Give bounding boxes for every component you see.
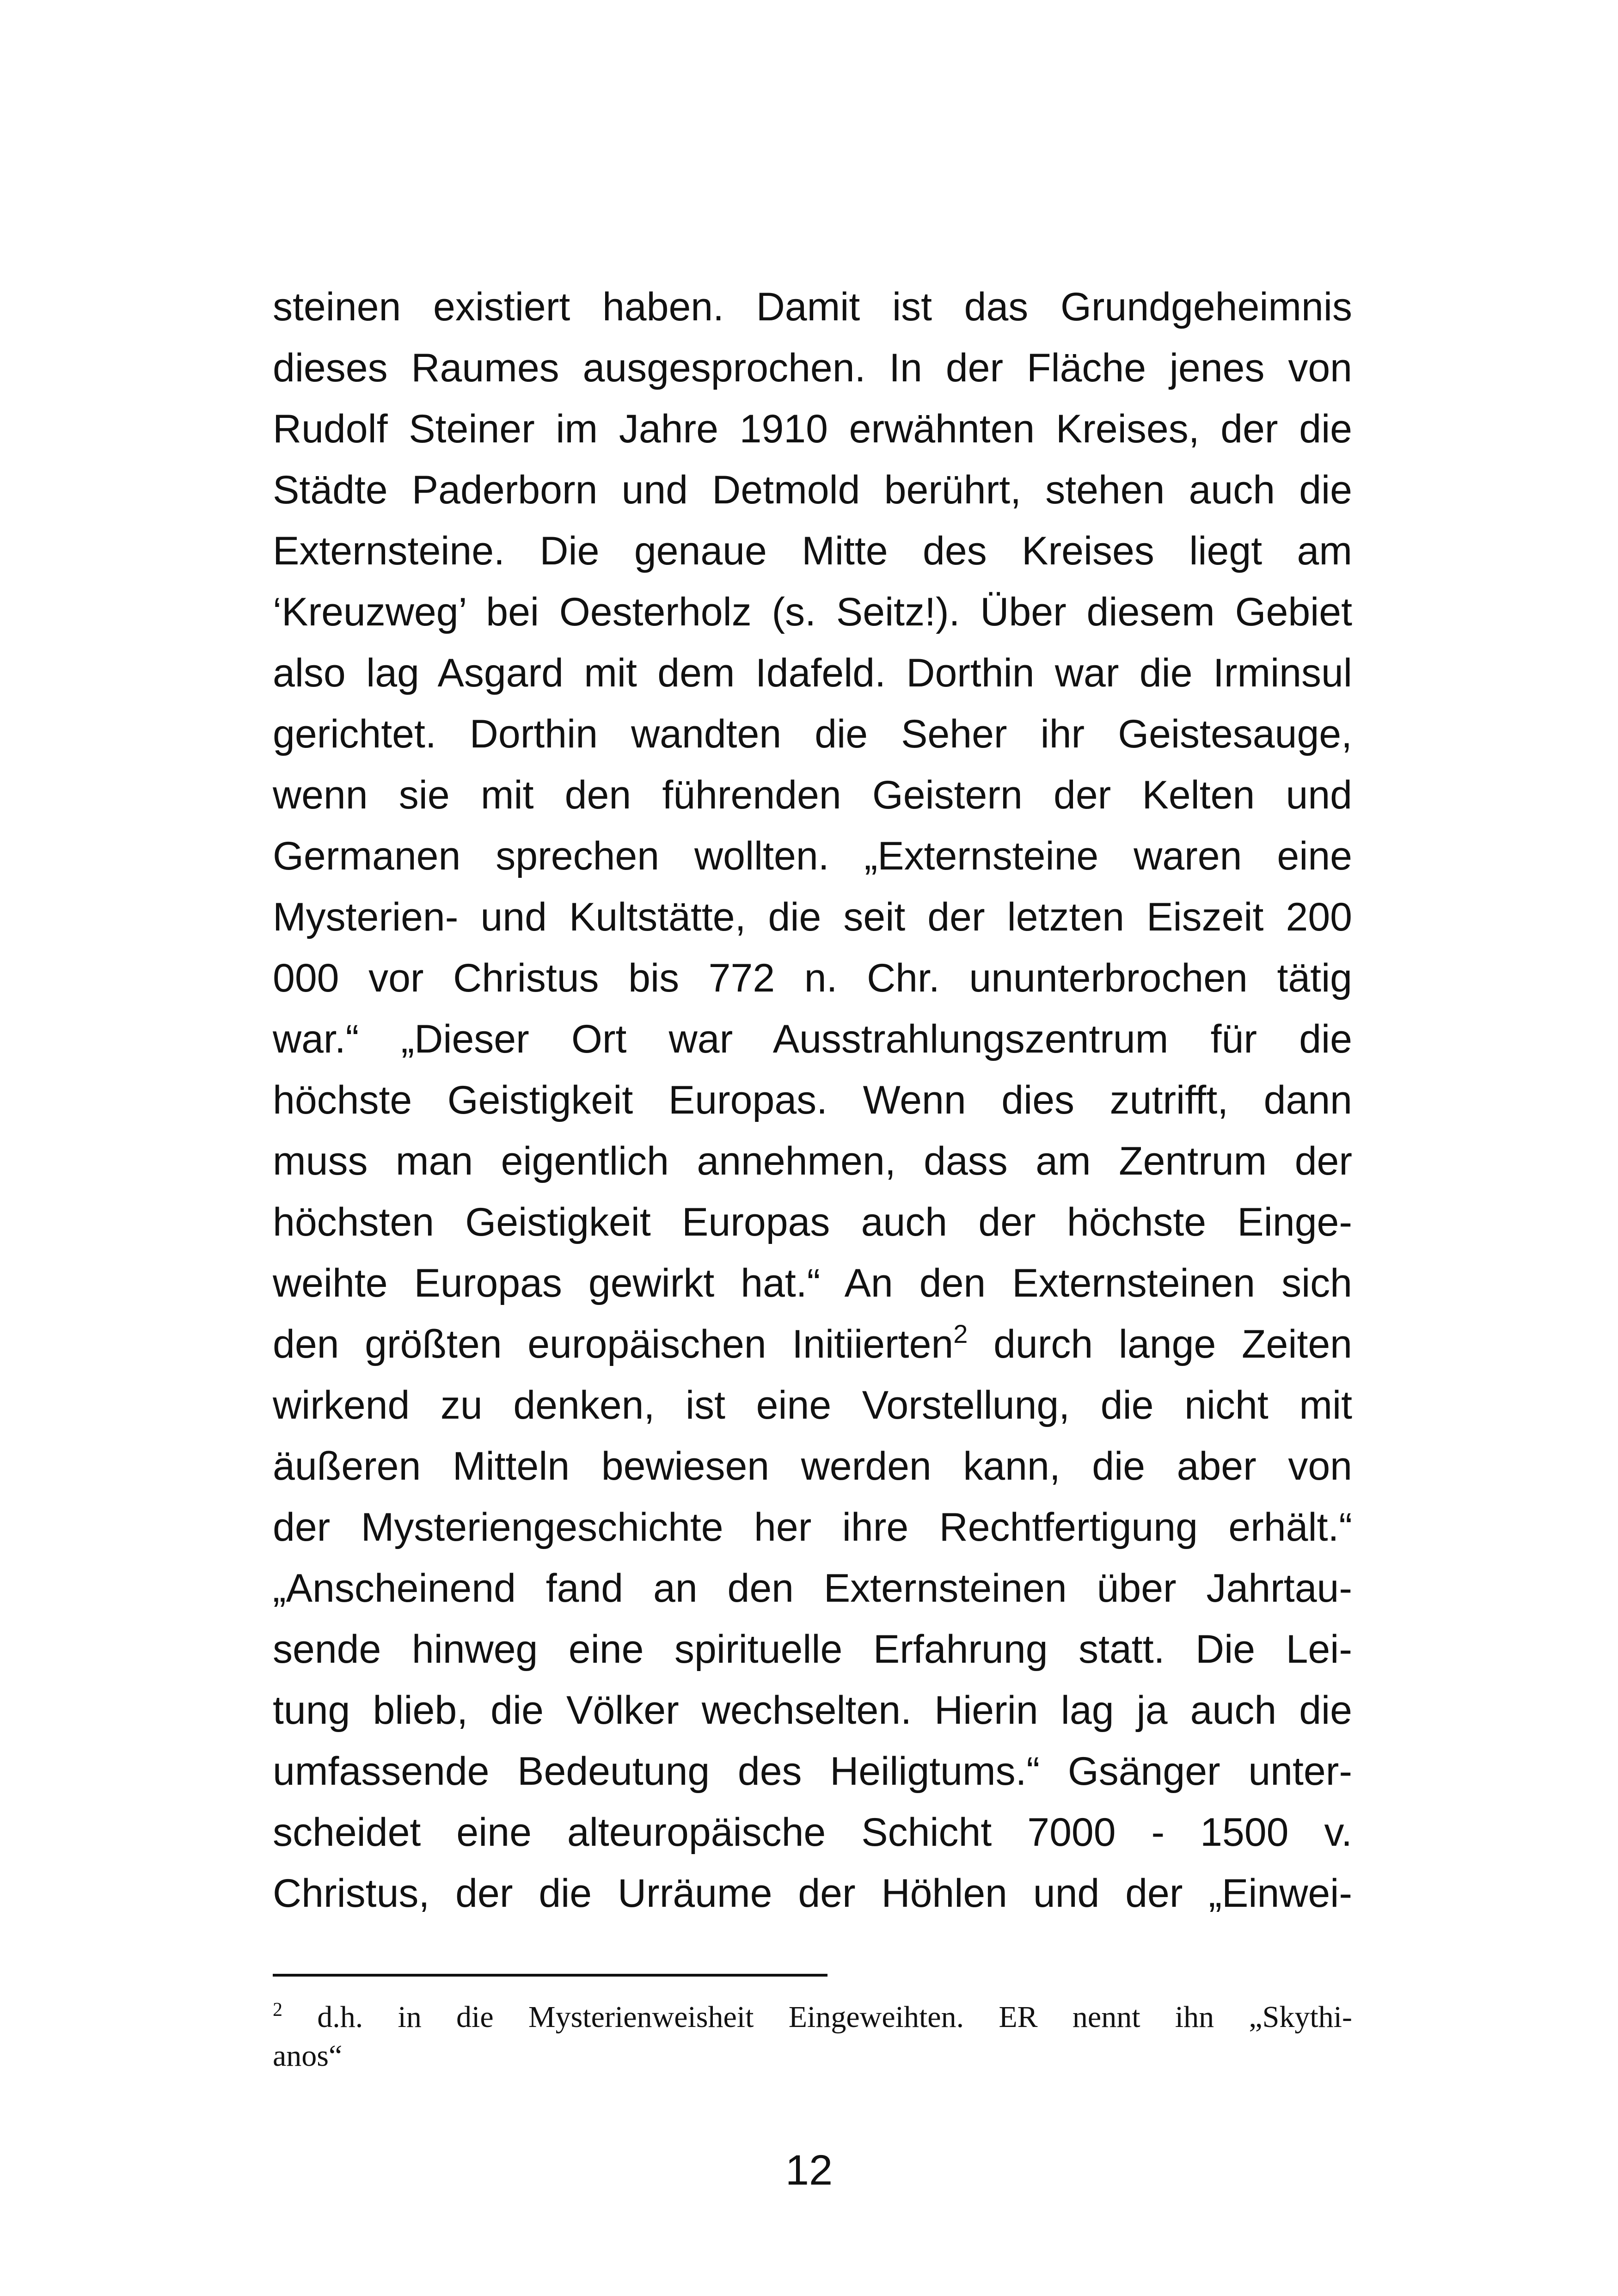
footnote <box>273 1998 1352 2076</box>
text-line: scheidet eine alteuropäische Schicht 7000 - 1500 v. <box>273 1810 1352 1855</box>
footnote-text: d.h. in die Mysterienweisheit Eingeweihten. ER nennt ihn „Skythi- <box>282 2000 1352 2034</box>
text-line: wirkend zu denken, ist eine Vorstellung, die nicht mit <box>273 1383 1352 1427</box>
text-line: Rudolf Steiner im Jahre 1910 erwähnten Kreises, der die <box>273 407 1352 451</box>
text-line-with-footnote <box>273 1314 1352 1375</box>
footnote-marker: 2 <box>273 1999 282 2020</box>
text-line: gerichtet. Dorthin wandten die Seher ihr Geistesauge, <box>273 712 1352 756</box>
text-line: höchste Geistigkeit Europas. Wenn dies zutrifft, dann <box>273 1078 1352 1122</box>
text-line: weihte Europas gewirkt hat.“ An den Externsteinen sich <box>273 1261 1352 1305</box>
text-line: sende hinweg eine spirituelle Erfahrung statt. Die Lei- <box>273 1627 1352 1671</box>
page-number: 12 <box>785 2147 833 2194</box>
footnote-line <box>273 1998 1352 2037</box>
text-line: also lag Asgard mit dem Idafeld. Dorthin war die Irminsul <box>273 651 1352 695</box>
text-line: 000 vor Christus bis 772 n. Chr. ununterbrochen tätig <box>273 956 1352 1000</box>
text-line: wenn sie mit den führenden Geistern der Kelten und <box>273 773 1352 817</box>
body-text <box>273 276 1352 1924</box>
text-line: „Anscheinend fand an den Externsteinen über Jahrtau- <box>273 1566 1352 1610</box>
text-line: war.“ „Dieser Ort war Ausstrahlungszentrum für die <box>273 1017 1352 1061</box>
text-line: Christus, der die Urräume der Höhlen und der „Einwei- <box>273 1871 1352 1916</box>
text-line: umfassende Bedeutung des Heiligtums.“ Gsänger unter- <box>273 1749 1352 1794</box>
text-line: äußeren Mitteln bewiesen werden kann, die aber von <box>273 1444 1352 1488</box>
footnote-reference[interactable]: 2 <box>953 1319 968 1348</box>
footnote-separator <box>273 1974 827 1977</box>
text-line-head: den größten europäischen Initiierten <box>273 1322 954 1366</box>
text-line: muss man eigentlich annehmen, dass am Zentrum der <box>273 1139 1352 1183</box>
text-line: Externsteine. Die genaue Mitte des Kreises liegt am <box>273 529 1352 573</box>
text-line: Städte Paderborn und Detmold berührt, stehen auch die <box>273 468 1352 512</box>
footnote-line: anos“ <box>273 2039 343 2073</box>
text-line: steinen existiert haben. Damit ist das Grundgeheimnis <box>273 285 1352 329</box>
text-line: tung blieb, die Völker wechselten. Hierin lag ja auch die <box>273 1688 1352 1733</box>
text-line: der Mysteriengeschichte her ihre Rechtfertigung erhält.“ <box>273 1505 1352 1549</box>
text-line: ‘Kreuzweg’ bei Oesterholz (s. Seitz!). Über diesem Gebiet <box>273 590 1352 634</box>
text-line-tail: durch lange Zeiten <box>968 1322 1352 1366</box>
text-line: höchsten Geistigkeit Europas auch der höchste Einge- <box>273 1200 1352 1244</box>
text-line: Germanen sprechen wollten. „Externsteine waren eine <box>273 834 1352 878</box>
text-line: dieses Raumes ausgesprochen. In der Fläche jenes von <box>273 346 1352 390</box>
text-line: Mysterien- und Kultstätte, die seit der letzten Eiszeit 200 <box>273 895 1352 939</box>
